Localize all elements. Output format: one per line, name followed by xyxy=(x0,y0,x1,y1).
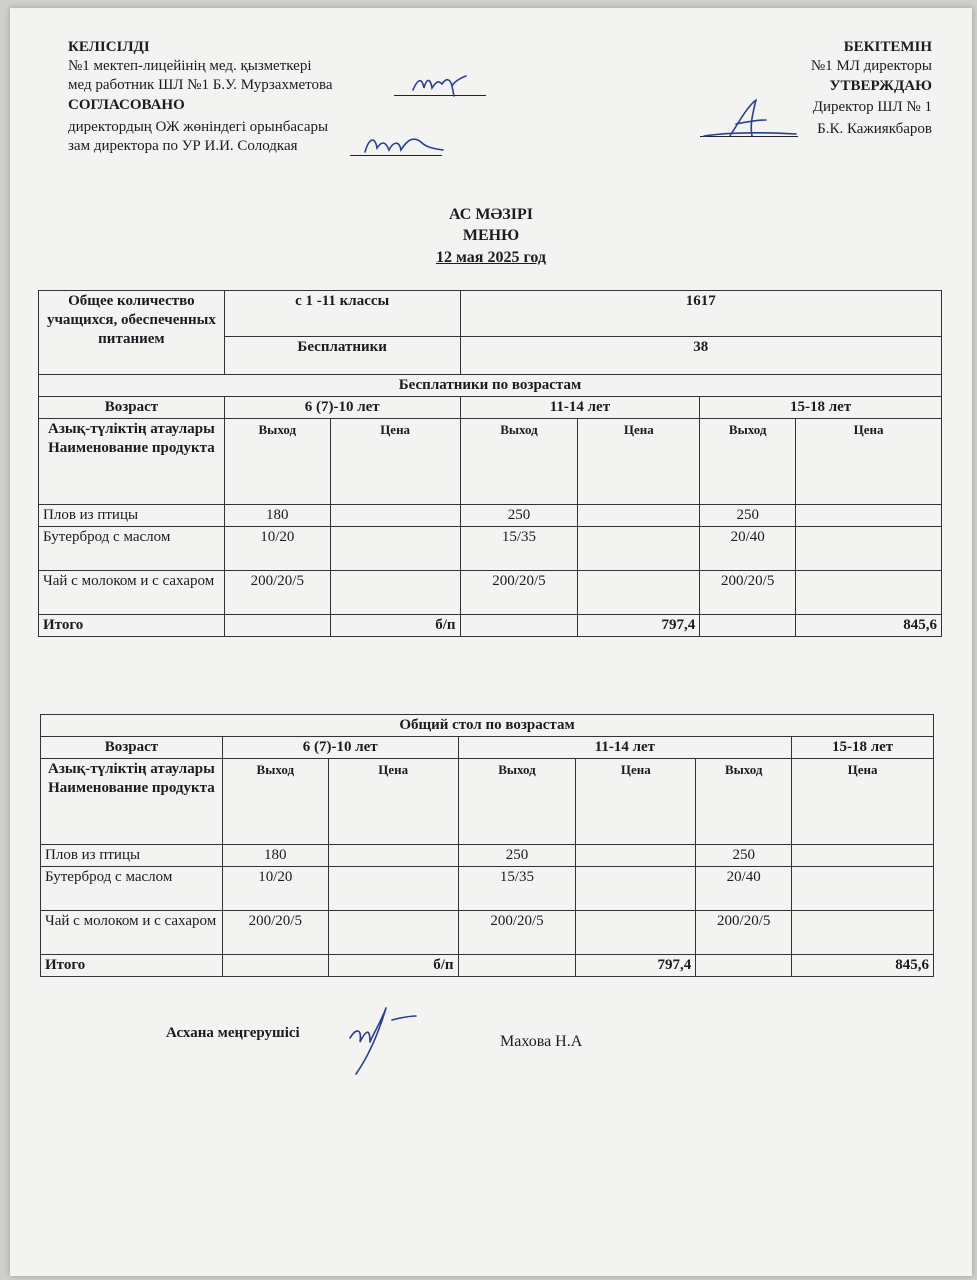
menu-title-ru: МЕНЮ xyxy=(462,227,520,244)
product-name: Плов из птицы xyxy=(39,505,225,527)
total-price-1: б/п xyxy=(330,615,460,637)
table-row xyxy=(39,571,942,615)
price-header: Цена xyxy=(330,419,460,505)
product-name: Плов из птицы xyxy=(41,845,223,867)
product-name: Чай с молоком и с сахаром xyxy=(39,571,225,615)
product-name: Бутерброд с маслом xyxy=(41,867,223,911)
general-section-title: Общий стол по возрастам xyxy=(41,715,934,737)
age-label: Возраст xyxy=(39,397,225,419)
age-group-3: 15-18 лет xyxy=(792,737,934,759)
canteen-head-role: Асхана меңгерушісі xyxy=(166,1025,300,1041)
out-value: 200/20/5 xyxy=(696,911,792,955)
document-sheet xyxy=(10,8,972,1276)
free-section-title: Бесплатники по возрастам xyxy=(39,375,942,397)
price-cell xyxy=(792,845,934,867)
table-row xyxy=(41,867,934,911)
total-price-2: 797,4 xyxy=(576,955,696,977)
out-value: 15/35 xyxy=(458,867,576,911)
out-header: Выход xyxy=(696,759,792,845)
product-name: Бутерброд с маслом xyxy=(39,527,225,571)
price-cell xyxy=(578,571,700,615)
out-value: 200/20/5 xyxy=(460,571,578,615)
out-header: Выход xyxy=(458,759,576,845)
out-header: Выход xyxy=(700,419,796,505)
total-row xyxy=(41,955,934,977)
out-value: 250 xyxy=(460,505,578,527)
price-cell xyxy=(796,527,942,571)
product-header: Азық-түліктің атаулары Наименование продукта xyxy=(41,759,223,845)
approve-kz-heading: БЕКІТЕМІН xyxy=(843,39,932,55)
total-label: Итого xyxy=(41,955,223,977)
out-value: 200/20/5 xyxy=(224,571,330,615)
menu-date-text: 12 мая 2025 год xyxy=(436,249,546,266)
out-value: 200/20/5 xyxy=(700,571,796,615)
out-value: 250 xyxy=(696,845,792,867)
out-value: 200/20/5 xyxy=(222,911,328,955)
free-label: Бесплатники xyxy=(224,337,460,375)
menu-date xyxy=(10,247,972,268)
total-price-2: 797,4 xyxy=(578,615,700,637)
header-left-line3: директордың ОЖ жөніндегі орынбасары xyxy=(68,119,329,135)
price-header: Цена xyxy=(796,419,942,505)
price-cell xyxy=(578,527,700,571)
price-cell xyxy=(330,505,460,527)
table-row xyxy=(41,911,934,955)
table-row xyxy=(41,845,934,867)
out-value: 180 xyxy=(222,845,328,867)
age-label: Возраст xyxy=(41,737,223,759)
out-value: 200/20/5 xyxy=(458,911,576,955)
out-value: 250 xyxy=(700,505,796,527)
out-header: Выход xyxy=(222,759,328,845)
out-value: 20/40 xyxy=(700,527,796,571)
total-price-1: б/п xyxy=(328,955,458,977)
free-count: 38 xyxy=(460,337,941,375)
total-price-3: 845,6 xyxy=(792,955,934,977)
price-cell xyxy=(576,845,696,867)
total-price-3: 845,6 xyxy=(796,615,942,637)
free-meals-table xyxy=(38,290,942,637)
header-right-line3: Б.К. Кажиякбаров xyxy=(817,121,932,137)
price-cell xyxy=(792,911,934,955)
product-header: Азық-түліктің атаулары Наименование продукта xyxy=(39,419,225,505)
price-cell xyxy=(328,867,458,911)
price-cell xyxy=(576,867,696,911)
agreed-ru-heading: СОГЛАСОВАНО xyxy=(68,97,185,113)
price-header: Цена xyxy=(328,759,458,845)
out-header: Выход xyxy=(224,419,330,505)
canteen-head-signature xyxy=(340,998,430,1083)
total-row xyxy=(39,615,942,637)
price-cell xyxy=(796,571,942,615)
age-group-3: 15-18 лет xyxy=(700,397,942,419)
total-label: Итого xyxy=(39,615,225,637)
price-header: Цена xyxy=(578,419,700,505)
price-cell xyxy=(328,911,458,955)
price-cell xyxy=(576,911,696,955)
price-header: Цена xyxy=(576,759,696,845)
header-right-line1: №1 МЛ директоры xyxy=(810,58,932,74)
out-value: 20/40 xyxy=(696,867,792,911)
product-name: Чай с молоком и с сахаром xyxy=(41,911,223,955)
out-value: 250 xyxy=(458,845,576,867)
approve-ru-heading: УТВЕРЖДАЮ xyxy=(829,78,932,94)
general-meals-table xyxy=(40,714,934,977)
out-value: 10/20 xyxy=(224,527,330,571)
table-row xyxy=(39,527,942,571)
director-signature xyxy=(700,96,800,149)
agreed-kz-heading: КЕЛІСІЛДІ xyxy=(68,39,150,55)
deputy-signature xyxy=(355,128,451,167)
age-group-2: 11-14 лет xyxy=(458,737,792,759)
out-value: 10/20 xyxy=(222,867,328,911)
out-value: 15/35 xyxy=(460,527,578,571)
price-cell xyxy=(330,527,460,571)
classes-count: 1617 xyxy=(460,291,941,337)
header-right-line2: Директор ШЛ № 1 xyxy=(812,99,932,115)
menu-title-kz: АС МӘЗІРІ xyxy=(449,206,533,223)
price-cell xyxy=(796,505,942,527)
classes-label: с 1 -11 классы xyxy=(224,291,460,337)
age-group-1: 6 (7)-10 лет xyxy=(224,397,460,419)
age-group-2: 11-14 лет xyxy=(460,397,700,419)
medic-signature xyxy=(408,66,488,105)
header-left-line2: мед работник ШЛ №1 Б.У. Мурзахметова xyxy=(68,77,333,93)
price-cell xyxy=(328,845,458,867)
out-header: Выход xyxy=(460,419,578,505)
header-left-line4: зам директора по УР И.И. Солодкая xyxy=(68,138,298,154)
price-cell xyxy=(578,505,700,527)
price-cell xyxy=(792,867,934,911)
price-header: Цена xyxy=(792,759,934,845)
out-value: 180 xyxy=(224,505,330,527)
canteen-head-name: Махова Н.А xyxy=(500,1033,583,1050)
total-students-label: Общее количество учащихся, обеспеченных питанием xyxy=(39,291,225,375)
table-row xyxy=(39,505,942,527)
price-cell xyxy=(330,571,460,615)
header-left-line1: №1 мектеп-лицейінің мед. қызметкері xyxy=(68,58,312,74)
age-group-1: 6 (7)-10 лет xyxy=(222,737,458,759)
